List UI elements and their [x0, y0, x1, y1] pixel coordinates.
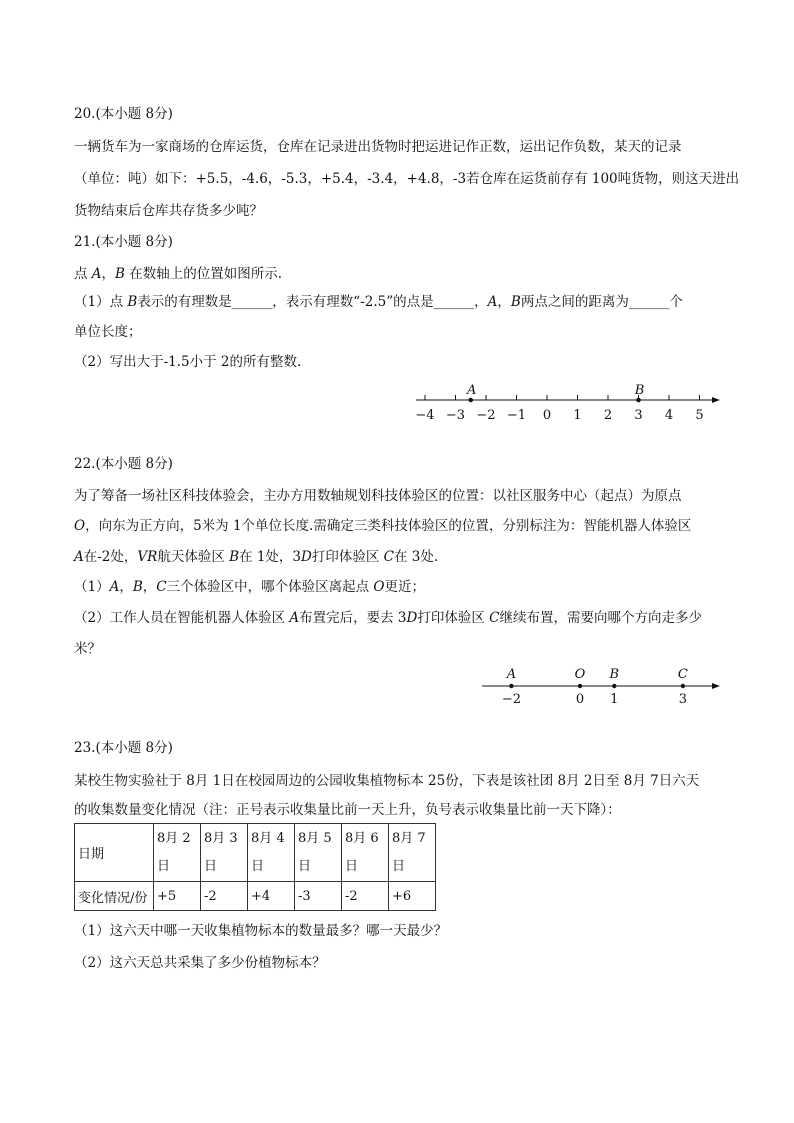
axis-tick-label: −1 [506, 408, 527, 423]
axis-tick-label: −2 [501, 692, 521, 707]
point-label: O [574, 667, 586, 682]
table-head-date: 日期 [75, 824, 154, 882]
axis-tick-label: 0 [575, 692, 585, 707]
q22-text-line-1: 为了筹备一场社区科技体验会，主办方用数轴规划科技体验区的位置：以社区服务中心（起点）为原点 [74, 488, 682, 504]
point-b [636, 398, 641, 403]
q20-text-line-2: （单位：吨）如下：+5.5，-4.6，-5.3，+5.4，-3.4，+4.8，-3若仓库在运货前存有 100吨货物，则这天进出 [74, 171, 740, 187]
table-cell-date: 8月 7日 [389, 824, 436, 882]
q22-part-2: （2）工作人员在智能机器人体验区 A布置完后，要去 3D打印体验区 C继续布置，需要向哪个方向走多少 [74, 610, 702, 626]
q21-intro: 点 A，B 在数轴上的位置如图所示. [74, 266, 283, 282]
axis-tick-label: 3 [678, 692, 688, 707]
axis-tick-label: −2 [476, 408, 496, 423]
table-row [75, 824, 436, 882]
q20-text-line-3: 货物结束后仓库共存货多少吨？ [74, 203, 263, 219]
axis-tick-label: −3 [445, 408, 466, 423]
table-cell-change: -2 [201, 882, 248, 911]
q23-part-1: （1）这六天中哪一天收集植物标本的数量最多？哪一天最少？ [74, 923, 448, 939]
point-b [612, 684, 616, 688]
point-a [468, 398, 473, 403]
q22-number-line [478, 660, 726, 710]
axis-tick-label: 4 [664, 408, 674, 423]
table-cell-date: 8月 6日 [342, 824, 389, 882]
q23-part-2: （2）这六天总共采集了多少份植物标本？ [74, 955, 326, 971]
q23-data-table [74, 823, 436, 911]
axis-tick-label: 5 [695, 408, 704, 423]
q22-part-1: （1）A，B，C三个体验区中，哪个体验区离起点 O更近； [74, 579, 425, 595]
q23-text-line-1: 某校生物实验社于 8月 1日在校园周边的公园收集植物标本 25份，下表是该社团 8月 2日至 8月 7日六天 [74, 773, 700, 789]
point-label: A [506, 667, 517, 682]
q22-text-line-2: O，向东为正方向，5米为 1个单位长度.需确定三类科技体验区的位置，分别标注为：智能机器人体验区 [74, 518, 692, 534]
q21-part-1: （1）点 B表示的有理数是______，表示有理数“-2.5”的点是______，A，B两点之间的距离为______个 [74, 294, 683, 310]
point-c [681, 684, 685, 688]
axis-tick-label: 0 [542, 408, 552, 423]
table-cell-change: +5 [154, 882, 201, 911]
table-row [75, 882, 436, 911]
q22-text-line-3: A在-2处，VR航天体验区 B在 1处，3D打印体验区 C在 3处. [74, 549, 439, 565]
point-label: B [609, 667, 620, 682]
table-cell-change: +6 [389, 882, 436, 911]
table-cell-date: 8月 2日 [154, 824, 201, 882]
point-a [509, 684, 513, 688]
axis-tick-label: −4 [415, 408, 435, 423]
table-cell-change: +4 [248, 882, 295, 911]
q21-number-line [410, 378, 725, 428]
q21-part-2: （2）写出大于-1.5小于 2的所有整数. [74, 354, 302, 370]
q23-text-line-2: 的收集数量变化情况（注：正号表示收集量比前一天上升，负号表示收集量比前一天下降）： [74, 802, 621, 818]
q22-header: 22.(本小题 8分) [74, 456, 173, 472]
q20-header: 20.(本小题 8分) [74, 106, 173, 122]
table-cell-change: -3 [295, 882, 342, 911]
q23-header: 23.(本小题 8分) [74, 740, 173, 756]
axis-tick-label: 1 [573, 408, 582, 423]
point-label: C [677, 667, 688, 682]
axis-tick-label: 2 [603, 408, 613, 423]
table-cell-date: 8月 4日 [248, 824, 295, 882]
table-cell-date: 8月 5日 [295, 824, 342, 882]
table-cell-change: -2 [342, 882, 389, 911]
table-head-change: 变化情况/份 [75, 882, 154, 911]
q21-part-1-cont: 单位长度； [74, 324, 142, 340]
q22-part-2-cont: 米？ [74, 641, 101, 657]
q20-text-line-1: 一辆货车为一家商场的仓库运货，仓库在记录进出货物时把运进记作正数，运出记作负数，某天的记录 [74, 139, 682, 155]
axis-tick-label: 3 [634, 408, 643, 423]
q21-header: 21.(本小题 8分) [74, 234, 173, 250]
table-cell-date: 8月 3日 [201, 824, 248, 882]
point-o [578, 684, 582, 688]
point-label: A [467, 383, 477, 398]
axis-tick-label: 1 [610, 692, 619, 707]
point-label: B [634, 383, 645, 398]
